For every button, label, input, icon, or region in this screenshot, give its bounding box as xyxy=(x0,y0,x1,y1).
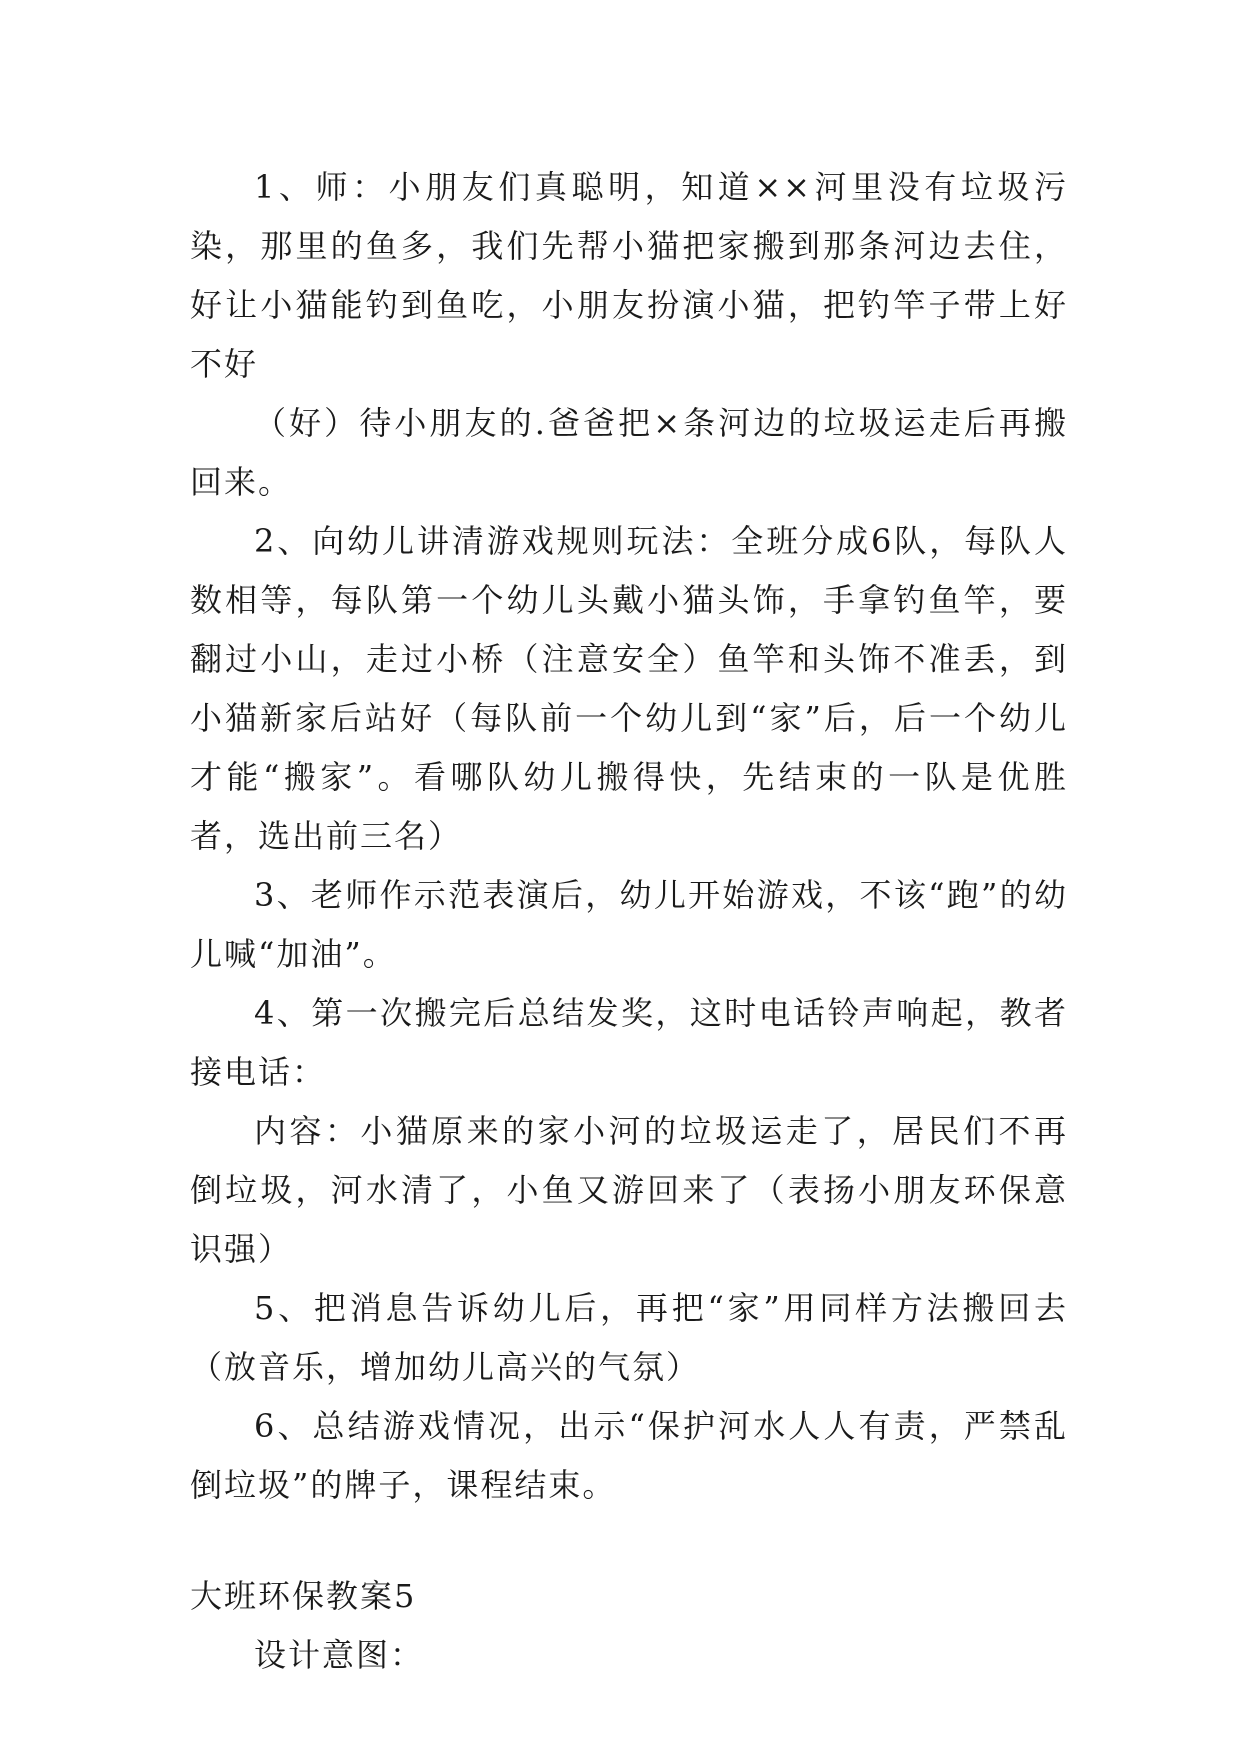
paragraph-step-5: 5、把消息告诉幼儿后，再把“家”用同样方法搬回去（放音乐，增加幼儿高兴的气氛） xyxy=(190,1289,1068,1386)
paragraph-step-6: 6、总结游戏情况，出示“保护河水人人有责，严禁乱倒垃圾”的牌子，课程结束。 xyxy=(190,1407,1068,1504)
paragraph-step-3: 3、老师作示范表演后，幼儿开始游戏，不该“跑”的幼儿喊“加油”。 xyxy=(190,876,1068,973)
paragraph-step-1-continued: （好）待小朋友的.爸爸把×条河边的垃圾运走后再搬回来。 xyxy=(190,404,1068,501)
paragraph-step-1: 1、师：小朋友们真聪明，知道××河里没有垃圾污染，那里的鱼多，我们先帮小猫把家搬到那条河边去住，好让小猫能钓到鱼吃，小朋友扮演小猫，把钓竿子带上好不好 xyxy=(190,168,1068,383)
paragraph-phone-content: 内容：小猫原来的家小河的垃圾运走了，居民们不再倒垃圾，河水清了，小鱼又游回来了（表扬小朋友环保意识强） xyxy=(190,1112,1068,1268)
section-title: 大班环保教案5 xyxy=(190,1577,417,1615)
document-body xyxy=(190,158,1068,1685)
paragraph-step-4: 4、第一次搬完后总结发奖，这时电话铃声响起，教者接电话： xyxy=(190,994,1068,1091)
section-subtitle: 设计意图： xyxy=(254,1636,425,1674)
paragraph-step-2: 2、向幼儿讲清游戏规则玩法：全班分成6队，每队人数相等，每队第一个幼儿头戴小猫头饰，手拿钓鱼竿，要翻过小山，走过小桥（注意安全）鱼竿和头饰不准丢，到小猫新家后站好（每队前一个幼儿到“家”后，后一个幼儿才能“搬家”。看哪队幼儿搬得快，先结束的一队是优胜者，选出前三名） xyxy=(190,522,1068,855)
